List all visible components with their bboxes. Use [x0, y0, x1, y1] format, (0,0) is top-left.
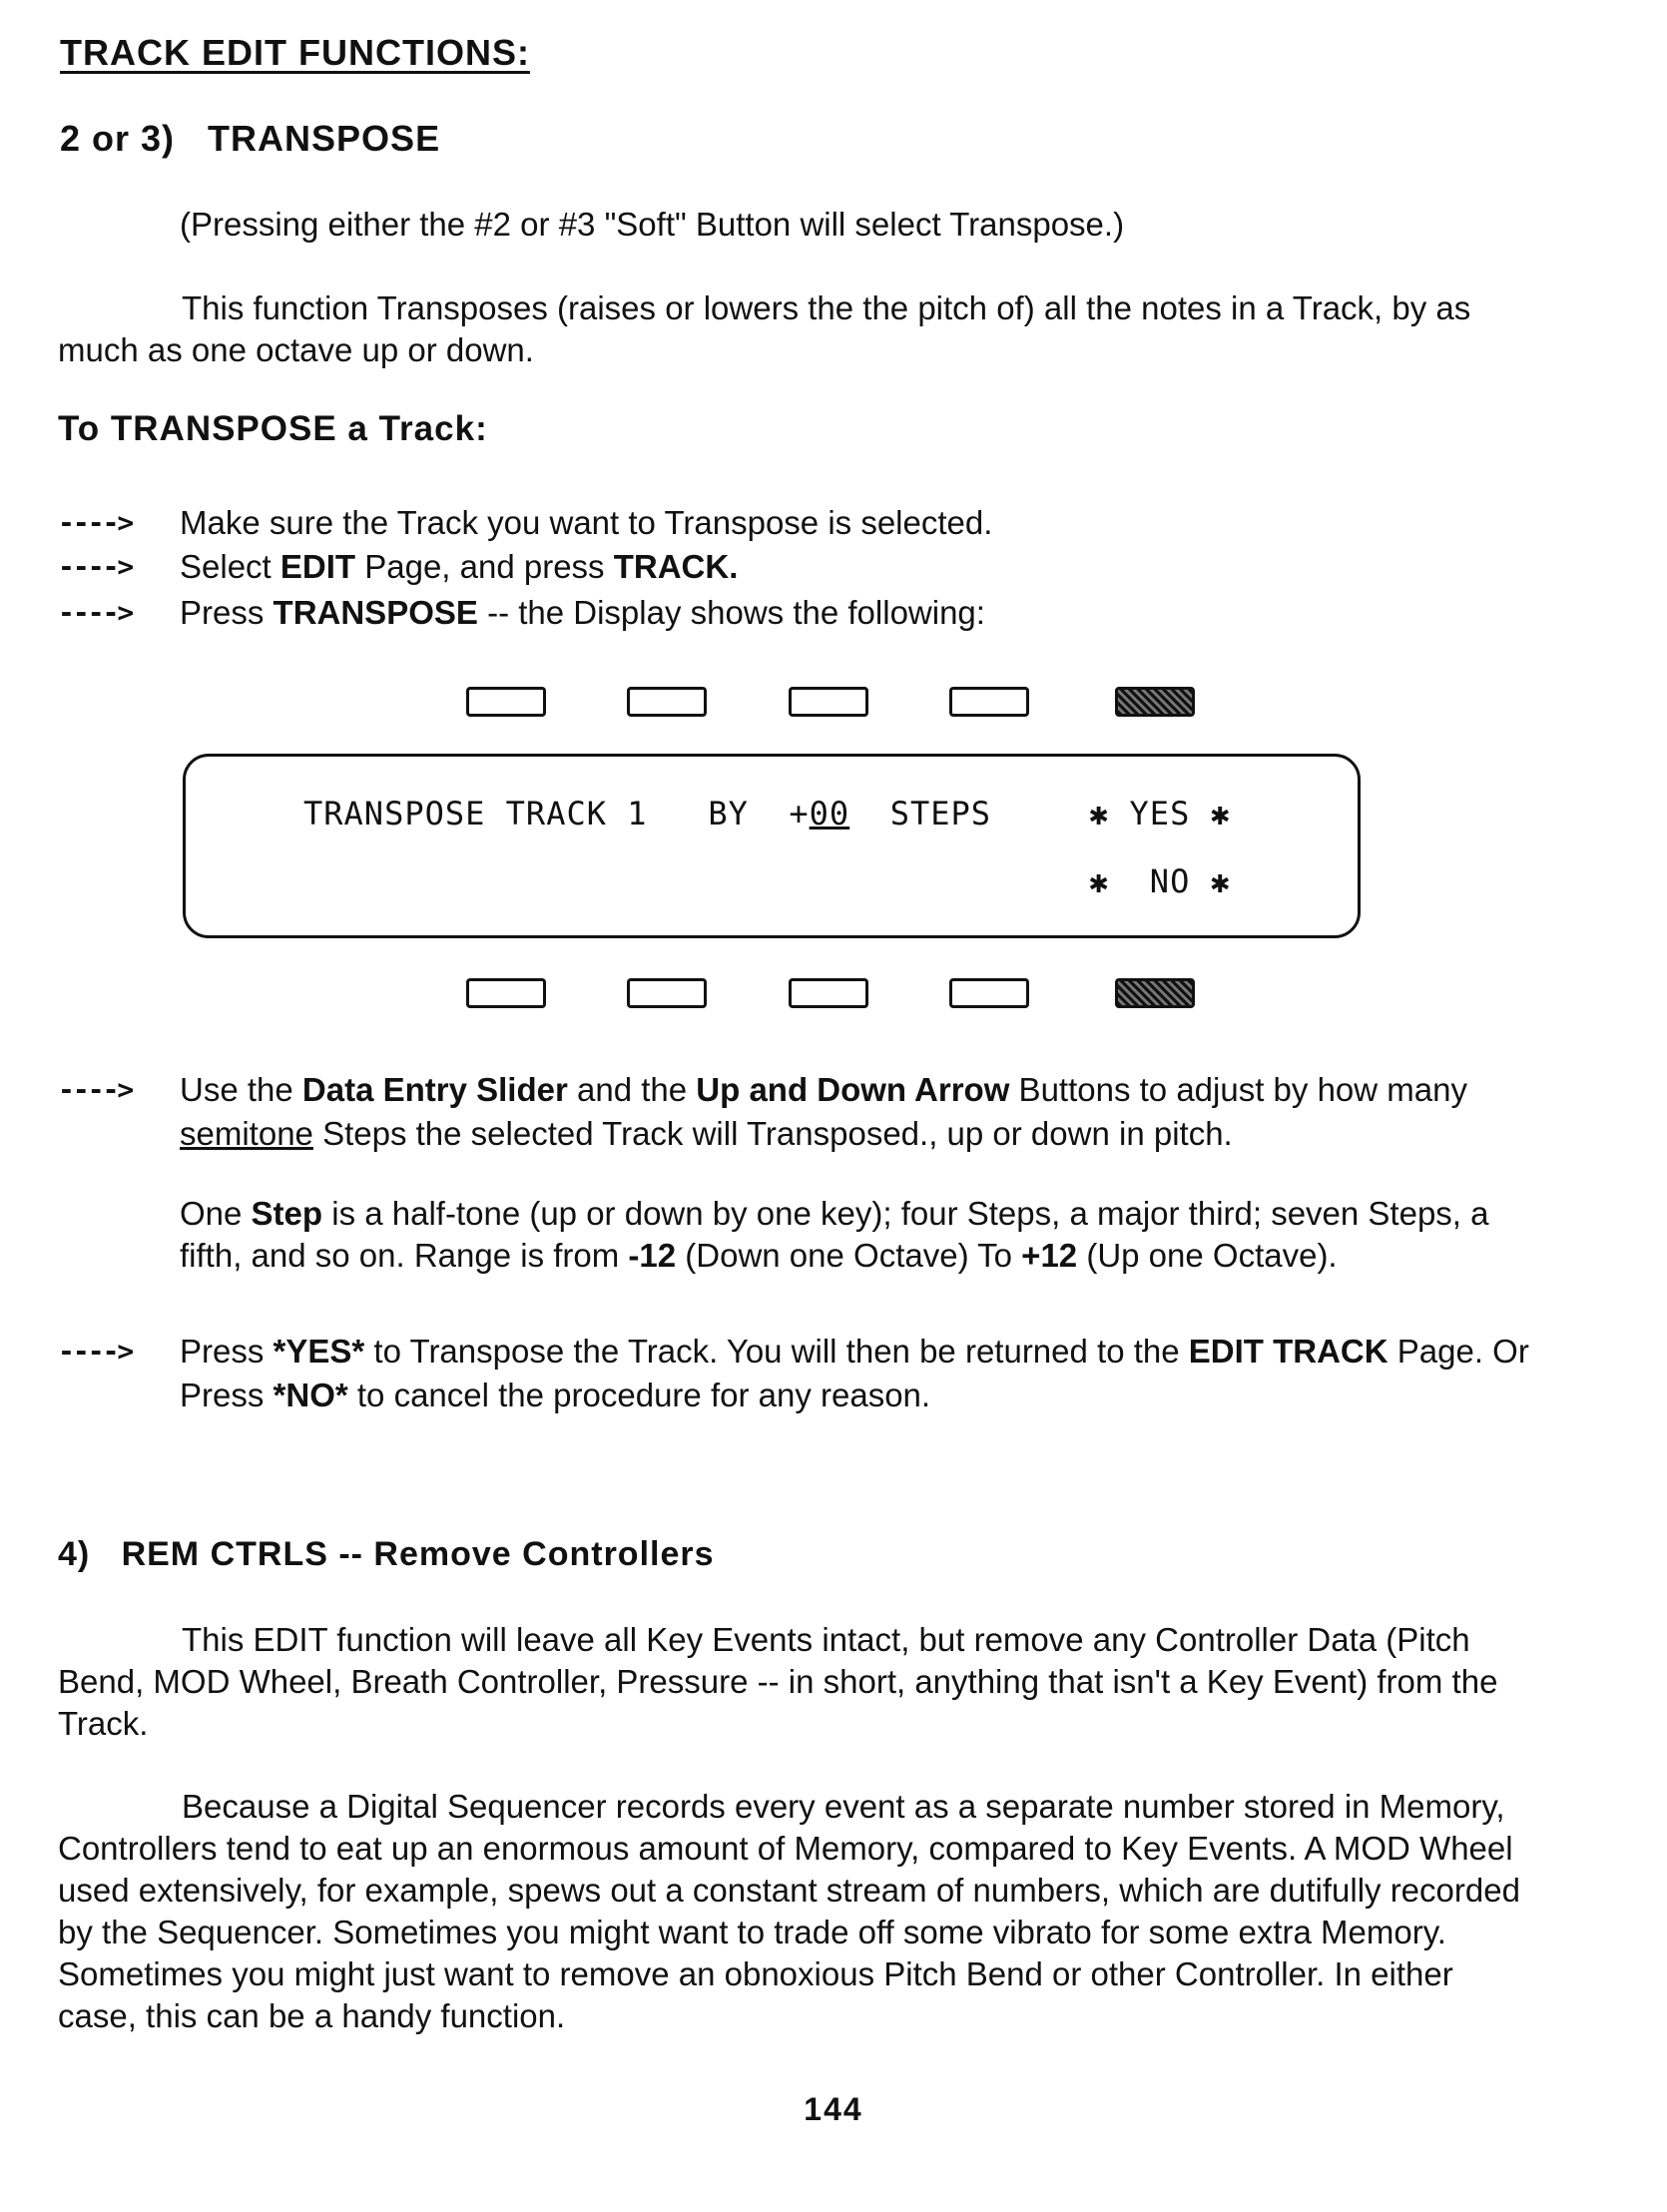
- soft-button-bottom-4[interactable]: [949, 978, 1029, 1008]
- soft-button-top-5-active[interactable]: [1115, 687, 1195, 717]
- step-3: Press TRANSPOSE -- the Display shows the following:: [180, 594, 985, 631]
- display-yes-option: ✱ YES ✱: [1089, 795, 1231, 832]
- lcd-display: [183, 754, 1361, 938]
- step-4: Use the Data Entry Slider and the Up and Down Arrow Buttons to adjust by how many semitone Steps the selected Track will Transposed., up or down in pitch.: [180, 1071, 1467, 1152]
- step-arrow: ---->: [58, 1073, 133, 1106]
- soft-button-top-3[interactable]: [789, 687, 868, 717]
- soft-button-bottom-3[interactable]: [789, 978, 868, 1008]
- transpose-howto-heading: To TRANSPOSE a Track:: [58, 409, 488, 448]
- page-number: 144: [804, 2091, 863, 2127]
- soft-button-top-4[interactable]: [949, 687, 1029, 717]
- soft-button-bottom-2[interactable]: [627, 978, 707, 1008]
- section-title: TRACK EDIT FUNCTIONS:: [60, 32, 530, 73]
- rem-ctrls-heading: 4) REM CTRLS -- Remove Controllers: [58, 1535, 715, 1573]
- step-arrow: ---->: [58, 550, 133, 583]
- step-arrow: ---->: [58, 596, 133, 629]
- soft-button-bottom-1[interactable]: [466, 978, 546, 1008]
- transpose-description: This function Transposes (raises or lowers the the pitch of) all the notes in a Track, by as much as one octave up or down.: [58, 289, 1471, 368]
- step-arrow: ---->: [58, 1335, 133, 1368]
- transpose-note: (Pressing either the #2 or #3 "Soft" Button will select Transpose.): [180, 206, 1125, 243]
- step-2: Select EDIT Page, and press TRACK.: [180, 548, 739, 585]
- step-arrow: ---->: [58, 506, 133, 539]
- soft-button-top-2[interactable]: [627, 687, 707, 717]
- transpose-value: 00: [809, 795, 850, 832]
- rem-ctrls-paragraph-1: This EDIT function will leave all Key Events intact, but remove any Controller Data (Pitch Bend, MOD Wheel, Breath Controller, Pressure -- in short, anything that isn't a Key Event) from the Track.: [58, 1621, 1498, 1742]
- transpose-heading: 2 or 3) TRANSPOSE: [60, 118, 441, 159]
- soft-button-bottom-5-active[interactable]: [1115, 978, 1195, 1008]
- step-1: Make sure the Track you want to Transpose is selected.: [180, 504, 993, 541]
- display-line-1: TRANSPOSE TRACK 1 BY +00 STEPS: [303, 795, 992, 832]
- step-5: Press *YES* to Transpose the Track. You will then be returned to the EDIT TRACK Page. Or Press *NO* to cancel the procedure for any reason.: [180, 1333, 1529, 1413]
- display-no-option: ✱ NO ✱: [1089, 862, 1231, 900]
- step-definition: One Step is a half-tone (up or down by one key); four Steps, a major third; seven Steps, a fifth, and so on. Range is from -12 (Down one Octave) To +12 (Up one Octave).: [180, 1195, 1489, 1274]
- rem-ctrls-paragraph-2: Because a Digital Sequencer records every event as a separate number stored in Memory, Controllers tend to eat up an enormous amount of Memory, compared to Key Events. A MOD Wheel used extensively, for example, spews out a constant stream of numbers, which are dutifully recorded by the Sequencer. Sometimes you might want to trade off some vibrato for some extra Memory. Sometimes you might just want to remove an obnoxious Pitch Bend or other Controller. In either case, this can be a handy function.: [58, 1788, 1520, 2034]
- soft-button-top-1[interactable]: [466, 687, 546, 717]
